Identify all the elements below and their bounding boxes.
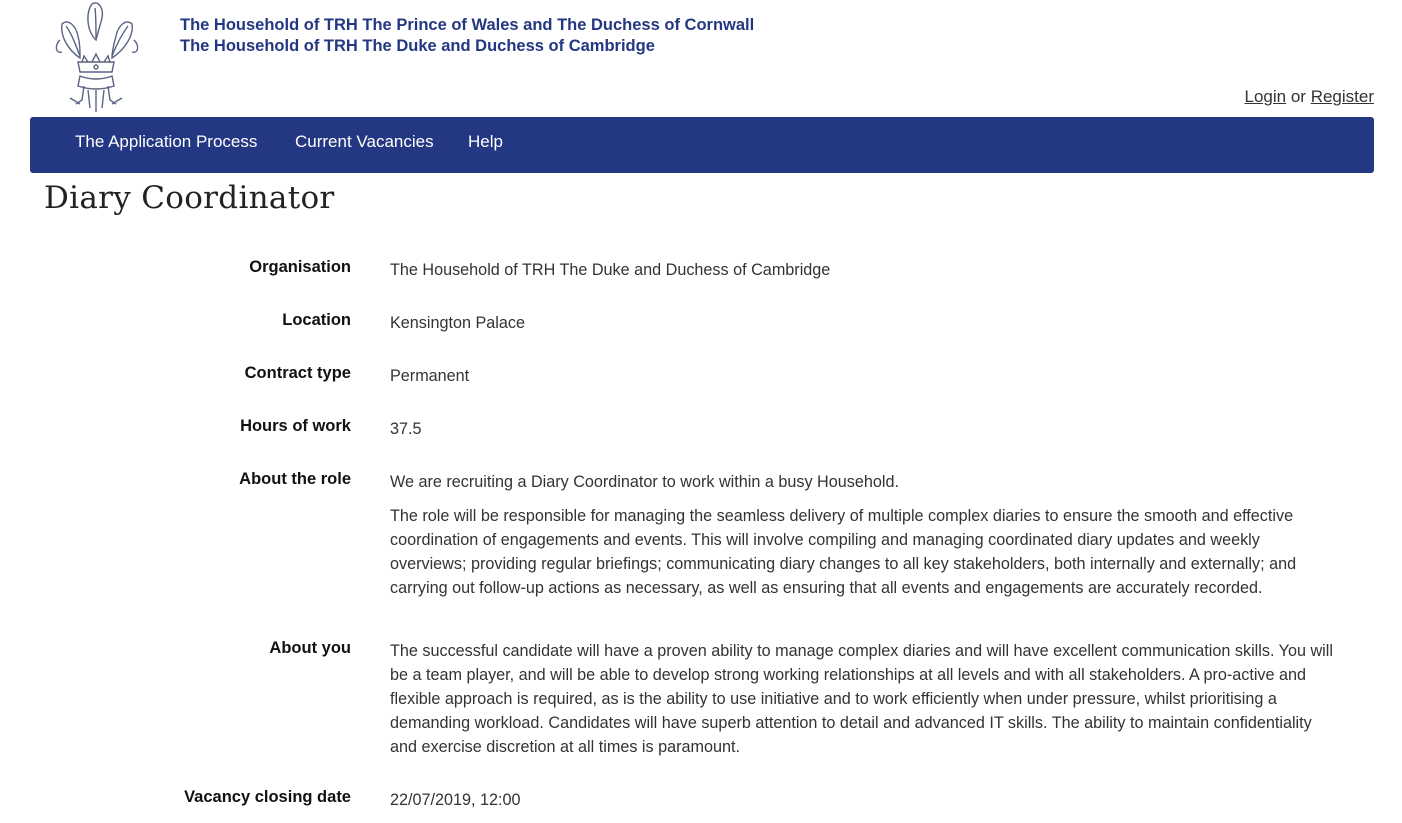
closing-date-value: 22/07/2019, 12:00 <box>390 791 521 809</box>
main-navbar <box>30 117 1374 173</box>
household-names <box>180 15 754 57</box>
organisation-value: The Household of TRH The Duke and Duchess of Cambridge <box>390 261 831 279</box>
prince-of-wales-feathers-logo <box>40 0 146 114</box>
auth-links <box>1244 87 1374 107</box>
nav-current-vacancies[interactable]: Current Vacancies <box>295 132 434 151</box>
about-role-label: About the role <box>239 470 351 488</box>
nav-help[interactable]: Help <box>468 132 503 151</box>
page-title: Diary Coordinator <box>44 180 335 216</box>
household-line-1: The Household of TRH The Prince of Wales and The Duchess of Cornwall <box>180 16 755 34</box>
organisation-label: Organisation <box>249 258 351 276</box>
nav-application-process[interactable]: The Application Process <box>75 132 258 151</box>
location-value: Kensington Palace <box>390 314 525 332</box>
about-role-paragraph: We are recruiting a Diary Coordinator to work within a busy Household. <box>390 473 899 491</box>
about-role-paragraph: The role will be responsible for managing the seamless delivery of multiple complex diaries to ensure the smooth and effective coordination of engagements and events. This will involve compiling and managing coordinated diary updates and weekly overviews; providing regular briefings; communicating diary changes to all key stakeholders, both internally and externally; and carrying out follow-up actions as necessary, as well as ensuring that all events and engagements are accurately recorded. <box>390 507 1297 597</box>
about-you-label: About you <box>269 639 351 657</box>
contract-type-value: Permanent <box>390 367 470 385</box>
contract-type-label: Contract type <box>244 364 351 382</box>
hours-value: 37.5 <box>390 420 422 438</box>
about-role-text <box>390 470 1340 610</box>
login-link[interactable]: Login <box>1244 87 1287 106</box>
register-link[interactable]: Register <box>1310 87 1374 106</box>
hours-label: Hours of work <box>240 417 351 435</box>
location-label: Location <box>282 311 351 329</box>
about-you-text: The successful candidate will have a proven ability to manage complex diaries and will have excellent communication skills. You will be a team player, and will be able to develop strong working relationships at all levels and with all stakeholders. A pro-active and flexible approach is required, as is the ability to use initiative and to work efficiently when under pressure, whilst prioritising a demanding workload. Candidates will have superb attention to detail and advanced IT skills. The ability to maintain confidentiality and exercise discretion at all times is paramount. <box>390 642 1333 756</box>
closing-date-label: Vacancy closing date <box>184 788 351 806</box>
household-line-2: The Household of TRH The Duke and Duchess of Cambridge <box>180 37 655 55</box>
or-text: or <box>1290 87 1306 106</box>
